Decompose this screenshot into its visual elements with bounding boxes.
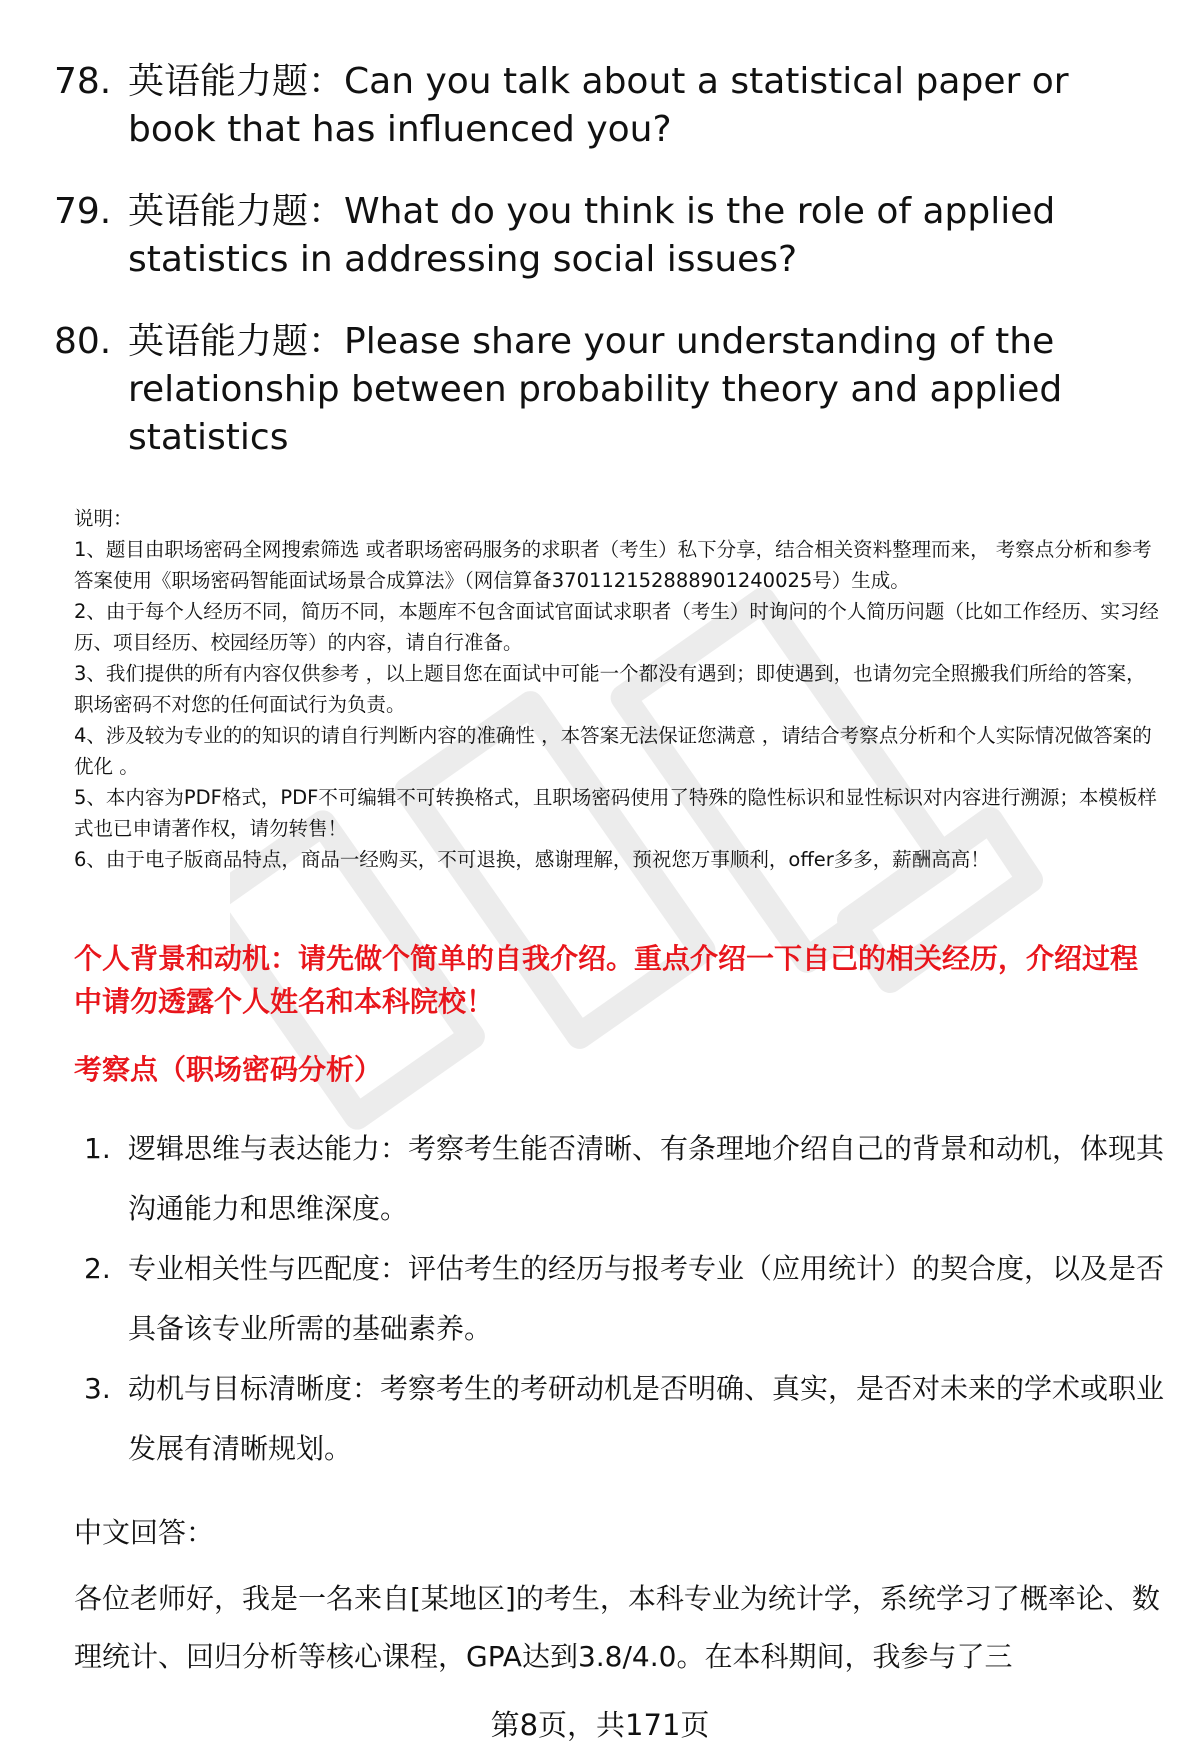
kaocha-item [84, 1119, 1164, 1239]
kaocha-list [84, 1119, 1164, 1479]
kaocha-number: 1. [84, 1132, 111, 1165]
question-list [54, 58, 1154, 496]
question-text: 英语能力题：What do you think is the role of applied statistics in addressing social issues? [128, 191, 1056, 280]
question-item [54, 58, 1154, 154]
note-item: 6、由于电子版商品特点，商品一经购买，不可退换，感谢理解，预祝您万事顺利，offer多多，薪酬高高！ [74, 848, 990, 871]
note-item: 1、题目由职场密码全网搜索筛选 或者职场密码服务的求职者（考生）私下分享，结合相关资料整理而来， 考察点分析和参考答案使用《职场密码智能面试场景合成算法》（网信算备370112152888901240025号）生成。 [74, 538, 1152, 592]
kaocha-number: 2. [84, 1252, 111, 1285]
kaocha-title: 考察点（职场密码分析） [74, 1053, 383, 1086]
question-number: 79. [54, 191, 112, 232]
question-number: 78. [54, 61, 112, 102]
note-item: 4、涉及较为专业的的知识的请自行判断内容的准确性 ，本答案无法保证您满意 ，请结合考察点分析和个人实际情况做答案的优化 。 [74, 724, 1152, 778]
note-item: 2、由于每个人经历不同，简历不同，本题库不包含面试官面试求职者（考生）时询问的个人简历问题（比如工作经历、实习经历、项目经历、校园经历等）的内容，请自行准备。 [74, 600, 1159, 654]
question-item [54, 318, 1154, 462]
question-text: 英语能力题：Please share your understanding of the relationship between probability theory and applied statistics [128, 321, 1063, 458]
chinese-answer-text: 各位老师好，我是一名来自[某地区]的考生，本科专业为统计学，系统学习了概率论、数理统计、回归分析等核心课程，GPA达到3.8/4.0。在本科期间，我参与了三 [74, 1582, 1160, 1673]
chinese-answer-label: 中文回答： [74, 1516, 215, 1549]
question-text: 英语能力题：Can you talk about a statistical paper or book that has influenced you? [128, 61, 1069, 150]
kaocha-text: 逻辑思维与表达能力：考察考生能否清晰、有条理地介绍自己的背景和动机，体现其沟通能力和思维深度。 [128, 1132, 1165, 1225]
page-footer: 第8页，共171页 [490, 1708, 710, 1742]
note-item: 3、我们提供的所有内容仅供参考 ，以上题目您在面试中可能一个都没有遇到；即使遇到，也请勿完全照搬我们所给的答案，职场密码不对您的任何面试行为负责。 [74, 662, 1146, 716]
note-item: 5、本内容为PDF格式，PDF不可编辑不可转换格式，且职场密码使用了特殊的隐性标识和显性标识对内容进行溯源；本模板样式也已申请著作权，请勿转售！ [74, 786, 1157, 840]
kaocha-item [84, 1359, 1164, 1479]
kaocha-text: 动机与目标清晰度：考察考生的考研动机是否明确、真实，是否对未来的学术或职业发展有清晰规划。 [128, 1372, 1165, 1465]
kaocha-item [84, 1239, 1164, 1359]
kaocha-text: 专业相关性与匹配度：评估考生的经历与报考专业（应用统计）的契合度，以及是否具备该专业所需的基础素养。 [128, 1252, 1165, 1345]
notes-title: 说明： [74, 507, 133, 530]
kaocha-number: 3. [84, 1372, 111, 1405]
notes-section [74, 503, 1164, 875]
question-heading: 个人背景和动机：请先做个简单的自我介绍。重点介绍一下自己的相关经历，介绍过程中请勿透露个人姓名和本科院校！ [74, 942, 1139, 1018]
question-number: 80. [54, 321, 112, 362]
question-item [54, 188, 1154, 284]
